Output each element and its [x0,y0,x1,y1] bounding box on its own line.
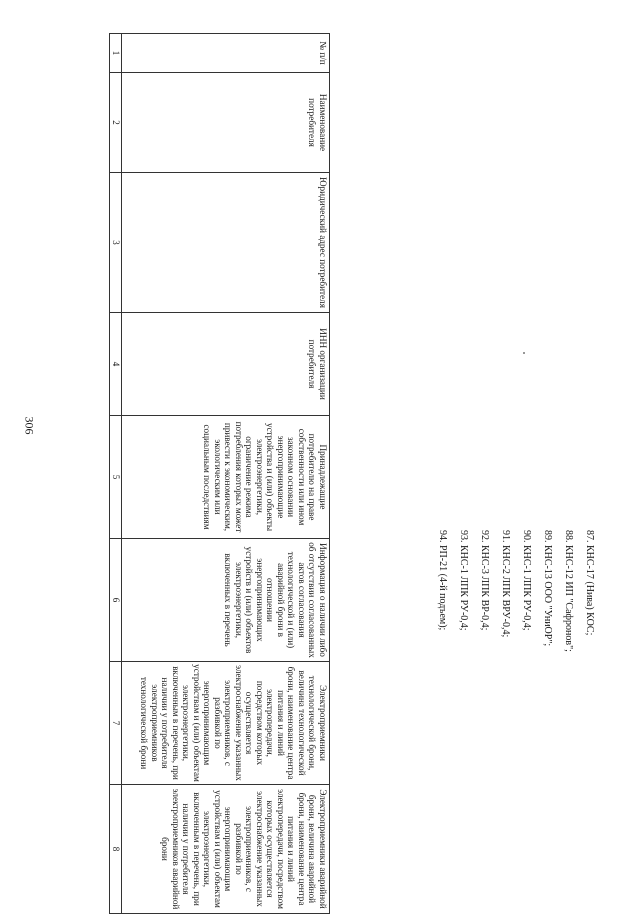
column-number: 6 [110,539,122,662]
scan-speck [523,352,525,354]
column-number: 4 [110,313,122,416]
column-number: 8 [110,785,122,914]
list-item: 94. РП-21 (4-й подъем); [437,530,448,631]
list-item: 88. КНС-12 ИП "Сафронов"; [563,530,574,652]
list-item: 89. КНС-13 ООО "УниОР"; [542,530,553,647]
list-item: 91. КНС-2 ЛПК ВРУ-0,4; [500,530,511,638]
header-number: № п/п [122,34,330,73]
list-item: 92. КНС-3 ЛПК ВР-0,4; [479,530,490,631]
header-emergency-reserve: Электроприемники аварийной брони, величина аварийной брони, наименование центра питания и линий электропередачи, посредством которых осуществляется электроснабжение указанных электроприемников, с разбивкой по энергопринимающим устройствам и (или) объектам электроэнергетики, включенным в перечень, при наличии у потребителя электроприемников аварийной брони [122,785,330,914]
column-number: 1 [110,34,122,73]
column-number: 5 [110,416,122,539]
header-technological-reserve: Электроприемники технологической брони, величина технологической брони, наименование центра питания и линий электропередачи, посредством которых осуществляется электроснабжение указанных электроприемников, с разбивкой по энергопринимающим устройствам и (или) объектам электроэнергетики, включенным в перечень, при наличии у потребителя электроприемников технологической брони [122,662,330,785]
column-number: 7 [110,662,122,785]
header-consumer-name: Наименование потребителя [122,73,330,173]
list-item: 93. КНС-1 ЛПК РУ-0,4; [458,530,469,631]
header-inn: ИНН организации потребителя [122,313,330,416]
header-devices: Принадлежащие потребителю на праве собственности или ином законном основании энергопринимающие устройства и (или) объекты электроэнергетики, ограничение режима потребления которых может привести к экономическим, экологическим или социальным последствиям [122,416,330,539]
header-acts-info: Информация о наличии либо об отсутствии согласованных актов согласования технологической и (или) аварийной брони в отношении энергопринимающих устройств и (или) объектов электроэнергетики, включенных в перечень [122,539,330,662]
list-item: 90. КНС-1 ЛПК РУ-0,4; [521,530,532,631]
consumer-table [109,33,330,914]
column-number: 2 [110,73,122,173]
column-number: 3 [110,173,122,313]
header-legal-address: Юридический адрес потребителя [122,173,330,313]
page-number: 306 [22,416,37,435]
table-container [55,33,330,910]
list-item: 87. КНС-17 (Нива) КОС; [584,530,595,636]
device-list [330,530,595,870]
